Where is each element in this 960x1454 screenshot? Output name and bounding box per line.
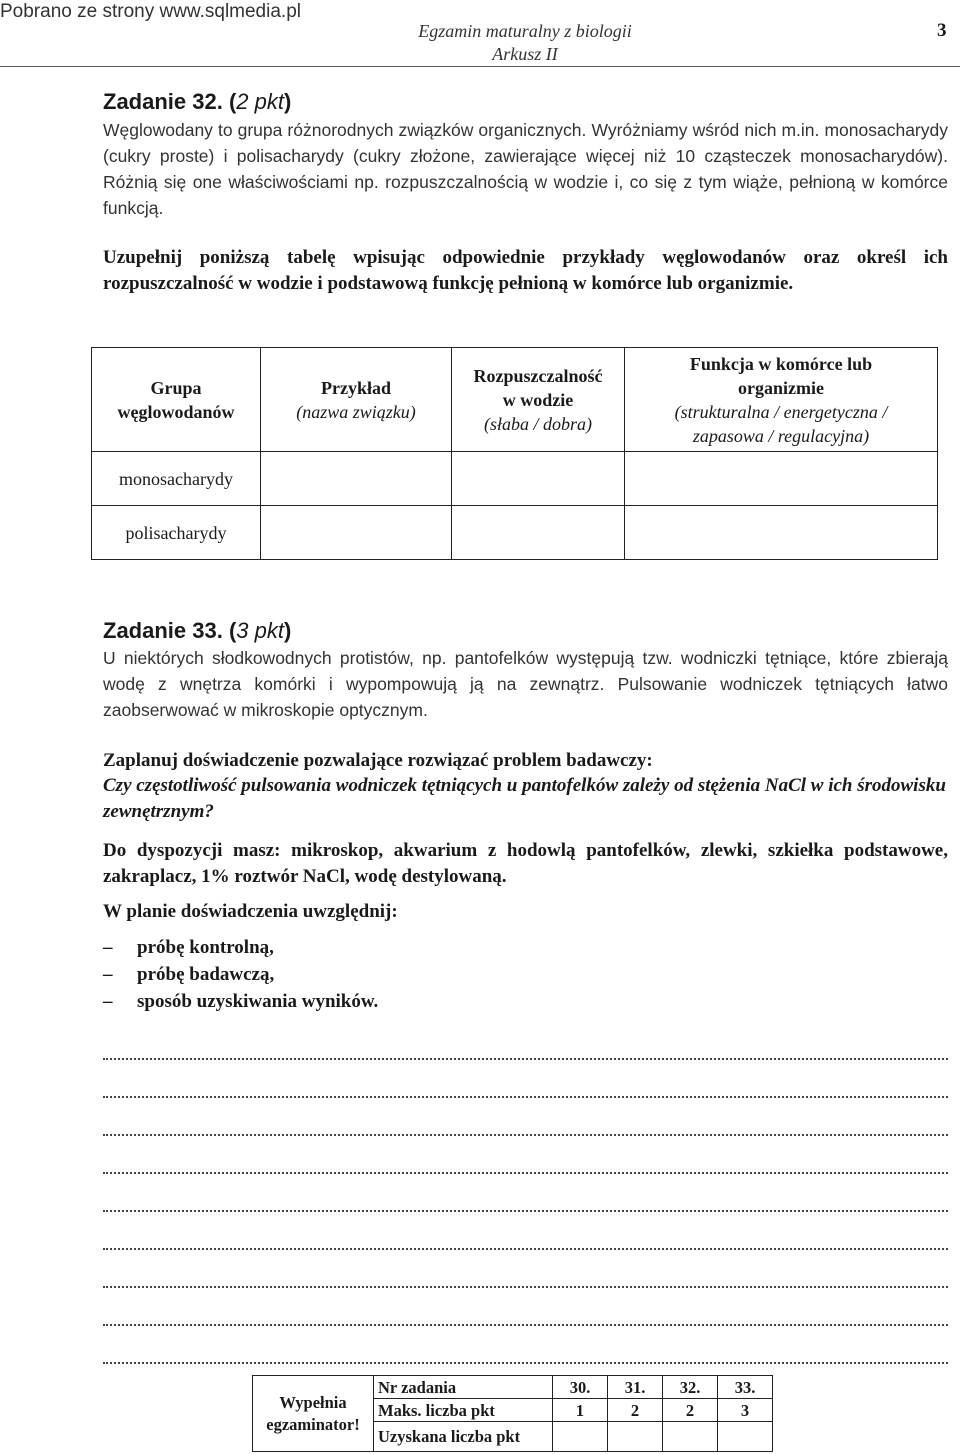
max-points: 3 xyxy=(718,1399,773,1422)
answer-cell[interactable] xyxy=(261,506,452,560)
col-function-header: Funkcja w komórce lub organizmie (strukturalna / energetyczna / zapasowa / regulacyjna) xyxy=(625,348,938,452)
answer-cell[interactable] xyxy=(452,506,625,560)
answer-cell[interactable] xyxy=(625,506,938,560)
score-cell[interactable] xyxy=(553,1422,608,1452)
answer-cell[interactable] xyxy=(625,452,938,506)
research-problem: Czy częstotliwość pulsowania wodniczek tętniących u pantofelków zależy od stężenia NaCl w ich środowisku zewnętrznym? xyxy=(103,775,946,822)
max-points: 1 xyxy=(553,1399,608,1422)
answer-line[interactable] xyxy=(103,1122,948,1136)
table-row xyxy=(92,506,938,560)
answer-line[interactable] xyxy=(103,1274,948,1288)
score-cell[interactable] xyxy=(718,1422,773,1452)
carbohydrate-table xyxy=(91,347,938,560)
answer-line[interactable] xyxy=(103,1160,948,1174)
task-number: 32. xyxy=(663,1376,718,1399)
examiner-label: Wypełnia egzaminator! xyxy=(253,1376,374,1452)
task33-intro: U niektórych słodkowodnych protistów, np. pantofelków występują tzw. wodniczki tętniące, które zbierają wodę z wnętrza komórki i wypompowują ją na zewnątrz. Pulsowanie wodniczek tętniących łatwo zaobserwować w mikroskopie optycznym. xyxy=(103,648,948,720)
row-label-poly: polisacharydy xyxy=(92,506,261,560)
answer-line[interactable] xyxy=(103,1236,948,1250)
plan-label: Zaplanuj doświadczenie pozwalające rozwiązać problem badawczy: xyxy=(103,750,653,771)
task-number: 31. xyxy=(608,1376,663,1399)
header-exam-title: Egzamin maturalny z biologii xyxy=(418,21,632,41)
task32-heading: Zadanie 32. (2 pkt) xyxy=(103,89,292,114)
answer-line[interactable] xyxy=(103,1046,948,1060)
task33-heading: Zadanie 33. (3 pkt) xyxy=(103,618,292,643)
max-points: 2 xyxy=(608,1399,663,1422)
materials: Do dyspozycji masz: mikroskop, akwarium z hodowlą pantofelków, zlewki, szkiełka podstawowe, zakraplacz, 1% roztwór NaCl, wodę destylowaną. xyxy=(103,840,948,887)
col-example-header: Przykład (nazwa związku) xyxy=(261,348,452,452)
score-cell[interactable] xyxy=(663,1422,718,1452)
task32-instruction: Uzupełnij poniższą tabelę wpisując odpowiednie przykłady węglowodanów oraz określ ich rozpuszczalność w wodzie i podstawową funkcję pełnioną w komórce lub organizmie. xyxy=(103,247,948,294)
col-group-header: Grupa węglowodanów xyxy=(92,348,261,452)
answer-cell[interactable] xyxy=(261,452,452,506)
row-label: Nr zadania xyxy=(374,1376,553,1399)
row-label: Uzyskana liczba pkt xyxy=(374,1422,553,1452)
plan-items xyxy=(103,935,948,1016)
task-number: 30. xyxy=(553,1376,608,1399)
max-points: 2 xyxy=(663,1399,718,1422)
list-item: – próbę badawczą, xyxy=(103,964,275,985)
row-label: Maks. liczba pkt xyxy=(374,1399,553,1422)
table-row xyxy=(92,452,938,506)
score-cell[interactable] xyxy=(608,1422,663,1452)
header-sheet: Arkusz II xyxy=(492,44,558,64)
watermark: Pobrano ze strony www.sqlmedia.pl xyxy=(0,1,301,22)
page-header xyxy=(380,20,670,66)
answer-line[interactable] xyxy=(103,1198,948,1212)
row-label-mono: monosacharydy xyxy=(92,452,261,506)
answer-line[interactable] xyxy=(103,1350,948,1364)
answer-line[interactable] xyxy=(103,1312,948,1326)
list-item: – sposób uzyskiwania wyników. xyxy=(103,991,379,1012)
task-number: 33. xyxy=(718,1376,773,1399)
header-divider xyxy=(0,66,960,67)
include-label: W planie doświadczenia uwzględnij: xyxy=(103,901,398,922)
score-box xyxy=(252,1375,773,1452)
list-item: – próbę kontrolną, xyxy=(103,937,274,958)
answer-line[interactable] xyxy=(103,1084,948,1098)
answer-cell[interactable] xyxy=(452,452,625,506)
task32-intro: Węglowodany to grupa różnorodnych związków organicznych. Wyróżniamy wśród nich m.in. monosacharydy (cukry proste) i polisacharydy (cukry złożone, zawierające więcej niż 10 cząsteczek monosacharydów). Różnią się one właściwościami np. rozpuszczalnością w wodzie i, co się z tym wiąże, pełnioną w komórce funkcją. xyxy=(103,120,948,218)
col-solubility-header: Rozpuszczalność w wodzie (słaba / dobra) xyxy=(452,348,625,452)
page-number: 3 xyxy=(937,20,947,41)
